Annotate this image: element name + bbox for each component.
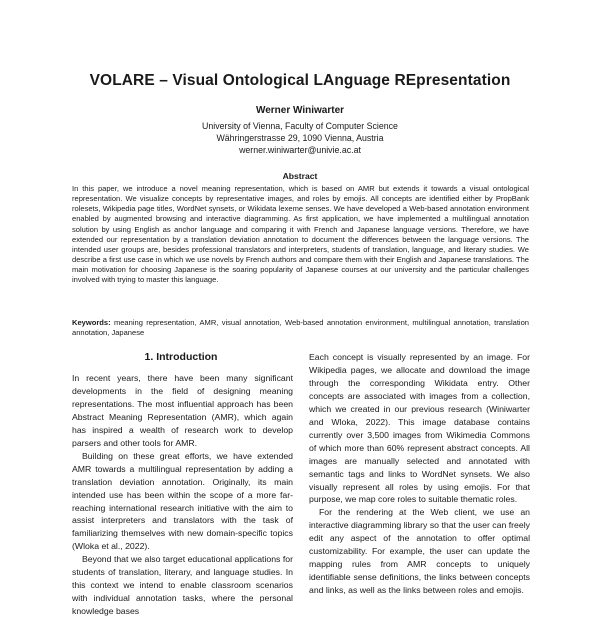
affiliation-address: Währingerstrasse 29, 1090 Vienna, Austria [216,133,384,143]
paper-title: VOLARE – Visual Ontological LAnguage REpresentation [89,72,511,89]
intro-paragraph-2: Building on these great efforts, we have extended AMR towards a multilingual representation by adding a translation deviation annotation. Originally, its main intended use has been within the scope of a more far-reaching international research initiative with the aim to assist interpreters and translators with the task of familiarizing themselves with new domain-specific topics (Wloka et al., 2022). [72,450,293,552]
right-column [309,351,530,597]
keywords [72,318,529,338]
affiliation-university: University of Vienna, Faculty of Computer Science [202,121,398,131]
right-paragraph-1: Each concept is visually represented by an image. For Wikipedia pages, we allocate and download the image through the corresponding Wikidata entry. Other concepts are associated with images from a collection, which we created in our previous research (Winiwarter and Wloka, 2022). This image database contains currently over 3,500 images from Wikimedia Commons of which more than 60% represent abstract concepts. All images are manually selected and annotated with semantic tags and links to WordNet synsets. We also visually represent all roles by using emojis. For that purpose, we map core roles to suitable thematic roles. [309,352,530,505]
right-paragraph-2: For the rendering at the Web client, we use an interactive diagramming library so that the user can freely edit any aspect of the annotation to offer optimal customizability. For example, the user can update the mapping rules from AMR concepts to uniquely identifiable sense definitions, the links between concepts and links, as well as the links between roles and emojis. [309,507,530,596]
section-heading-introduction: 1. Introduction [144,351,218,363]
keywords-label: Keywords: [72,318,111,327]
abstract-heading: Abstract [282,171,318,181]
abstract-text: In this paper, we introduce a novel meaning representation, which is based on AMR but extends it towards a visual ontological representation. We visualize concepts by representative images, and roles by emojis. All concepts are identified either by PropBank rolesets, Wikipedia page titles, WordNet synsets, or Wikidata lexeme senses. We have developed a Web-based annotation environment enabled by augmented browsing and interactive diagramming. As first application, we have implemented a multilingual annotation solution by using English as anchor language and comparing it with French and Japanese language versions. Therefore, we have extended our representation by a translation deviation annotation to document the differences between the language versions. The intended user groups are, besides professional translators and interpreters, students of translation, language, and literary studies. We describe a first use case in which we use novels by French authors and compare them with their English and Japanese translations. The main motivation for choosing Japanese is the soaring popularity of Japanese courses at our university and the particular challenges involved with trying to master this language. [72,184,529,285]
author-email[interactable]: werner.winiwarter@univie.ac.at [239,145,361,155]
left-column [72,372,293,618]
author-name: Werner Winiwarter [255,105,345,116]
keywords-text: meaning representation, AMR, visual annotation, Web-based annotation environment, multilingual annotation, translation annotation, Japanese [72,318,529,338]
intro-paragraph-1: In recent years, there have been many significant developments in the field of designing meaning representations. The most influential approach has been Abstract Meaning Representation (AMR), which again has inspired a wealth of research work to develop parsers and other tools for AMR. [72,373,293,448]
intro-paragraph-3: Beyond that we also target educational applications for students of translation, literary, and language studies. In this context we intend to enable classroom scenarios with individual annotation tasks, where the personal knowledge bases [72,554,293,617]
